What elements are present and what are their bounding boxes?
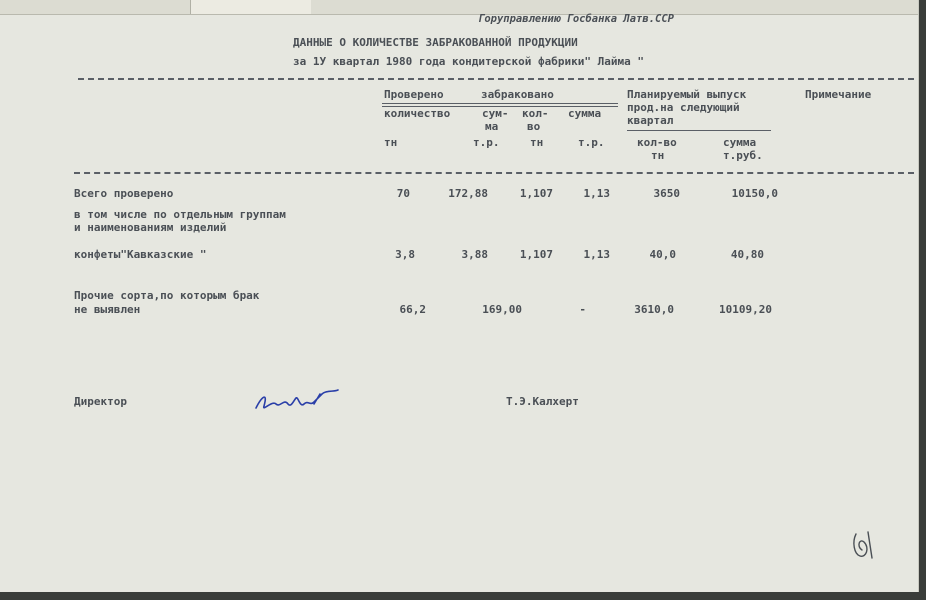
row-kavkazskie-sum-r: 1,13	[583, 248, 610, 261]
document-subtitle: за 1У квартал 1980 года кондитерской фабрики" Лайма "	[293, 55, 644, 68]
planned-subheader-rule	[627, 130, 771, 131]
row-total-checked: 70	[396, 187, 410, 200]
row-groups-label-2: и наименованиям изделий	[74, 221, 227, 234]
row-total-sum: 172,88	[448, 187, 488, 200]
director-label: Директор	[74, 395, 127, 408]
row-kavkazskie-label: конфеты"Кавказские "	[74, 248, 207, 261]
row-other-checked: 66,2	[399, 303, 426, 316]
row-total-plan-qty: 3650	[653, 187, 680, 200]
subheader-sum-2: ма	[485, 120, 499, 133]
unit-sum-r: т.р.	[578, 136, 605, 149]
subheader-sum-1: сум-	[482, 107, 509, 120]
row-kavkazskie-sum: 3,88	[461, 248, 488, 261]
subheader-rule-a	[382, 103, 618, 104]
subheader-plan-sum: сумма	[723, 136, 757, 149]
document-title: ДАННЫЕ О КОЛИЧЕСТВЕ ЗАБРАКОВАННОЙ ПРОДУКЦИИ	[293, 36, 578, 49]
row-other-qty: -	[579, 303, 586, 316]
unit-qty: тн	[530, 136, 544, 149]
folio-mark	[848, 526, 878, 562]
header-rule-top	[78, 78, 914, 80]
addressee: Горуправлению Госбанка Латв.ССР	[478, 13, 674, 25]
director-name: Т.Э.Калхерт	[506, 395, 579, 408]
row-other-sum: 169,00	[482, 303, 522, 316]
col-planned-header-2: прод.на следующий	[627, 101, 740, 114]
row-total-label: Всего проверено	[74, 187, 174, 200]
row-kavkazskie-plan-qty: 40,0	[649, 248, 676, 261]
director-signature	[250, 386, 342, 416]
row-kavkazskie-checked: 3,8	[395, 248, 415, 261]
unit-sum: т.р.	[473, 136, 500, 149]
col-planned-header-3: квартал	[627, 114, 674, 127]
row-kavkazskie-qty: 1,107	[519, 248, 553, 261]
row-total-sum-r: 1,13	[583, 187, 610, 200]
underlying-sheet	[190, 0, 311, 14]
row-total-qty: 1,107	[519, 187, 553, 200]
row-total-plan-sum: 10150,0	[731, 187, 778, 200]
row-kavkazskie-plan-sum: 40,80	[730, 248, 764, 261]
row-other-label-1: Прочие сорта,по которым брак	[74, 289, 260, 302]
subheader-qty-1: кол-	[522, 107, 549, 120]
unit-checked: тн	[384, 136, 398, 149]
header-rule-bottom	[74, 172, 914, 174]
col-note-header: Примечание	[805, 88, 872, 101]
row-other-label-2: не выявлен	[74, 303, 141, 316]
row-groups-label-1: в том числе по отдельным группам	[74, 208, 286, 221]
subheader-sum-r: сумма	[568, 107, 602, 120]
row-other-plan-qty: 3610,0	[634, 303, 674, 316]
subheader-plan-qty: кол-во	[637, 136, 677, 149]
unit-plan-qty: тн	[651, 149, 665, 162]
subheader-quantity: количество	[384, 107, 451, 120]
col-rejected-header: забраковано	[481, 88, 554, 101]
subheader-qty-2: во	[527, 120, 541, 133]
unit-plan-sum: т.руб.	[723, 149, 763, 162]
col-checked-header: Проверено	[384, 88, 444, 101]
binding-strip	[0, 0, 918, 15]
row-other-plan-sum: 10109,20	[719, 303, 772, 316]
col-planned-header-1: Планируемый выпуск	[627, 88, 747, 101]
